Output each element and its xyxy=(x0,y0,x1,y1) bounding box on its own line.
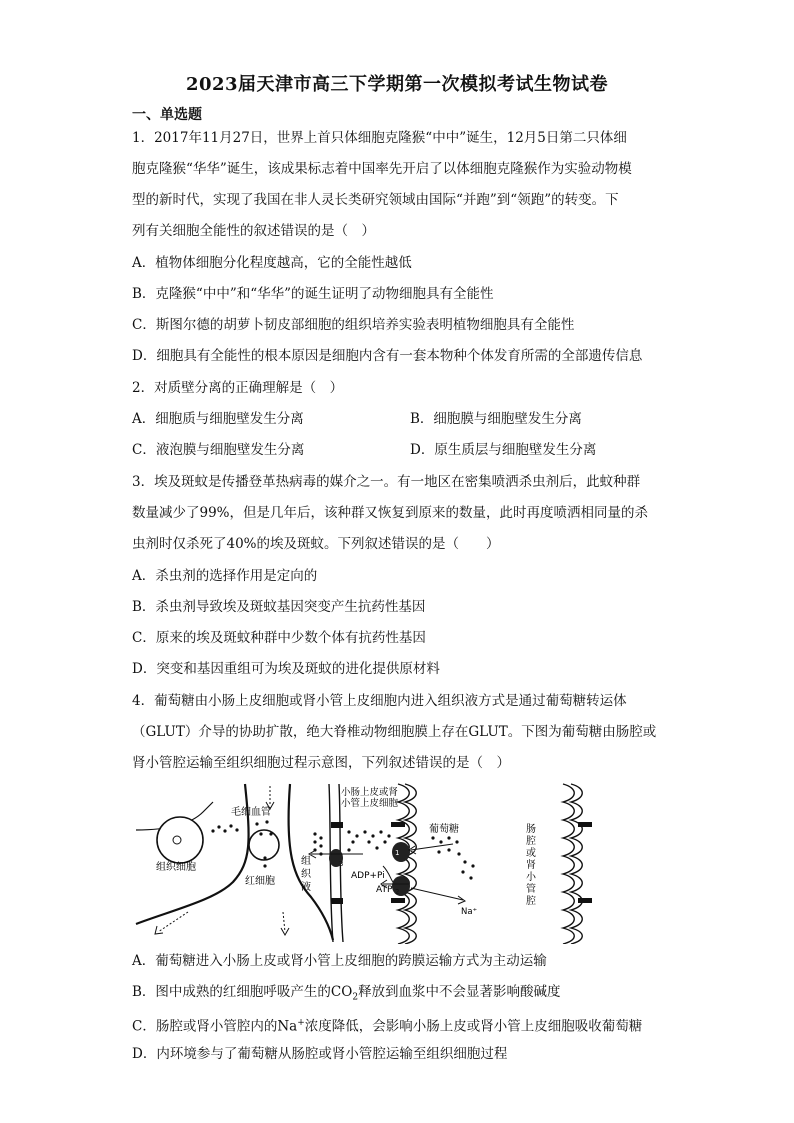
label-adp: ADP+Pi xyxy=(351,871,385,881)
svg-text:1: 1 xyxy=(395,849,400,857)
label-glucose: 葡萄糖 xyxy=(429,824,459,835)
label-tissue-fluid: 组 xyxy=(301,856,311,867)
red-blood-cell-icon xyxy=(249,830,279,860)
q4-stem-line: 4．葡萄糖由小肠上皮细胞或肾小管上皮细胞内进入组织液方式是通过葡萄糖转运体 xyxy=(132,693,627,709)
q2-option-d: D．原生质层与细胞壁发生分离 xyxy=(410,442,597,458)
svg-text:肾: 肾 xyxy=(526,860,536,871)
svg-text:小: 小 xyxy=(526,872,536,883)
label-red-cell: 红细胞 xyxy=(245,876,275,887)
q3-option-b: B．杀虫剂导致埃及斑蚊基因突变产生抗药性基因 xyxy=(132,599,426,615)
label-capillary: 毛细血管 xyxy=(231,807,271,818)
svg-text:肠: 肠 xyxy=(526,824,536,835)
glucose-transport-diagram xyxy=(133,782,663,944)
q2-option-b: B．细胞膜与细胞壁发生分离 xyxy=(410,411,582,427)
q4-stem-line: 肾小管腔运输至组织细胞过程示意图，下列叙述错误的是（ ） xyxy=(132,755,510,771)
q3-option-c: C．原来的埃及斑蚊种群中少数个体有抗药性基因 xyxy=(132,630,426,646)
q2-stem: 2．对质壁分离的正确理解是（ ） xyxy=(132,380,344,396)
q1-option-c: C．斯图尔德的胡萝卜韧皮部细胞的组织培养实验表明植物细胞具有全能性 xyxy=(132,317,575,333)
label-atp: ATP xyxy=(376,885,393,895)
q1-stem-line: 型的新时代，实现了我国在非人灵长类研究领域由国际“并跑”到“领跑”的转变。下 xyxy=(132,192,619,208)
q1-stem-line: 胞克隆猴“华华”诞生，该成果标志着中国率先开启了以体细胞克隆猴作为实验动物模 xyxy=(132,161,632,177)
svg-text:或: 或 xyxy=(526,848,536,859)
q2-option-c: C．液泡膜与细胞壁发生分离 xyxy=(132,442,305,458)
q4-stem-line: （GLUT）介导的协助扩散，绝大脊椎动物细胞膜上存在GLUT。下图为葡萄糖由肠腔或 xyxy=(132,724,657,740)
svg-text:液: 液 xyxy=(301,882,311,893)
q3-stem-line: 3．埃及斑蚊是传播登革热病毒的媒介之一。有一地区在密集喷洒杀虫剂后，此蚊种群 xyxy=(132,474,641,490)
q2-option-a: A．细胞质与细胞壁发生分离 xyxy=(132,411,304,427)
label-epithelium: 小肠上皮或肾 xyxy=(341,787,399,798)
q1-stem-line: 列有关细胞全能性的叙述错误的是（ ） xyxy=(132,223,375,239)
q3-stem-line: 数量减少了99%，但是几年后，该种群又恢复到原来的数量，此时再度喷洒相同量的杀 xyxy=(132,505,649,521)
microvilli-icon xyxy=(398,784,409,944)
label-na: Na⁺ xyxy=(461,907,478,917)
q1-option-a: A．植物体细胞分化程度越高，它的全能性越低 xyxy=(132,255,412,271)
section-heading: 一、单选题 xyxy=(132,107,202,123)
svg-text:织: 织 xyxy=(301,869,311,880)
exam-title: 2023届天津市高三下学期第一次模拟考试生物试卷 xyxy=(185,74,609,95)
svg-text:小管上皮细胞: 小管上皮细胞 xyxy=(341,798,399,809)
q4-option-d: D．内环境参与了葡萄糖从肠腔或肾小管腔运输至组织细胞过程 xyxy=(132,1046,508,1062)
svg-text:腔: 腔 xyxy=(526,896,536,907)
svg-text:3: 3 xyxy=(339,860,344,868)
q4-option-b: B．图中成熟的红细胞呼吸产生的$CO_2$释放到血浆中不会显著影响酸碱度 xyxy=(132,984,561,1003)
q1-stem-line: 1．2017年11月27日，世界上首只体细胞克隆猴“中中”诞生，12月5日第二只体细 xyxy=(132,130,627,146)
q3-stem-line: 虫剂时仅杀死了40%的埃及斑蚊。下列叙述错误的是（ ） xyxy=(132,536,500,552)
svg-text:腔: 腔 xyxy=(526,836,536,847)
svg-text:管: 管 xyxy=(526,884,536,895)
q4-option-a: A．葡萄糖进入小肠上皮或肾小管上皮细胞的跨膜运输方式为主动运输 xyxy=(132,953,547,969)
label-lumen xyxy=(526,823,537,907)
svg-text:2: 2 xyxy=(395,888,400,896)
label-tissue-cell: 组织细胞 xyxy=(156,862,196,873)
q4-option-c: C．肠腔或肾小管腔内的Na+浓度降低，会影响小肠上皮或肾小管上皮细胞吸收葡萄糖 xyxy=(132,1018,643,1035)
q3-option-d: D．突变和基因重组可为埃及斑蚊的进化提供原材料 xyxy=(132,661,440,677)
q1-option-d: D．细胞具有全能性的根本原因是细胞内含有一套本物种个体发育所需的全部遗传信息 xyxy=(132,348,643,364)
q3-option-a: A．杀虫剂的选择作用是定向的 xyxy=(132,568,318,584)
q1-option-b: B．克隆猴“中中”和“华华”的诞生证明了动物细胞具有全能性 xyxy=(132,286,494,302)
